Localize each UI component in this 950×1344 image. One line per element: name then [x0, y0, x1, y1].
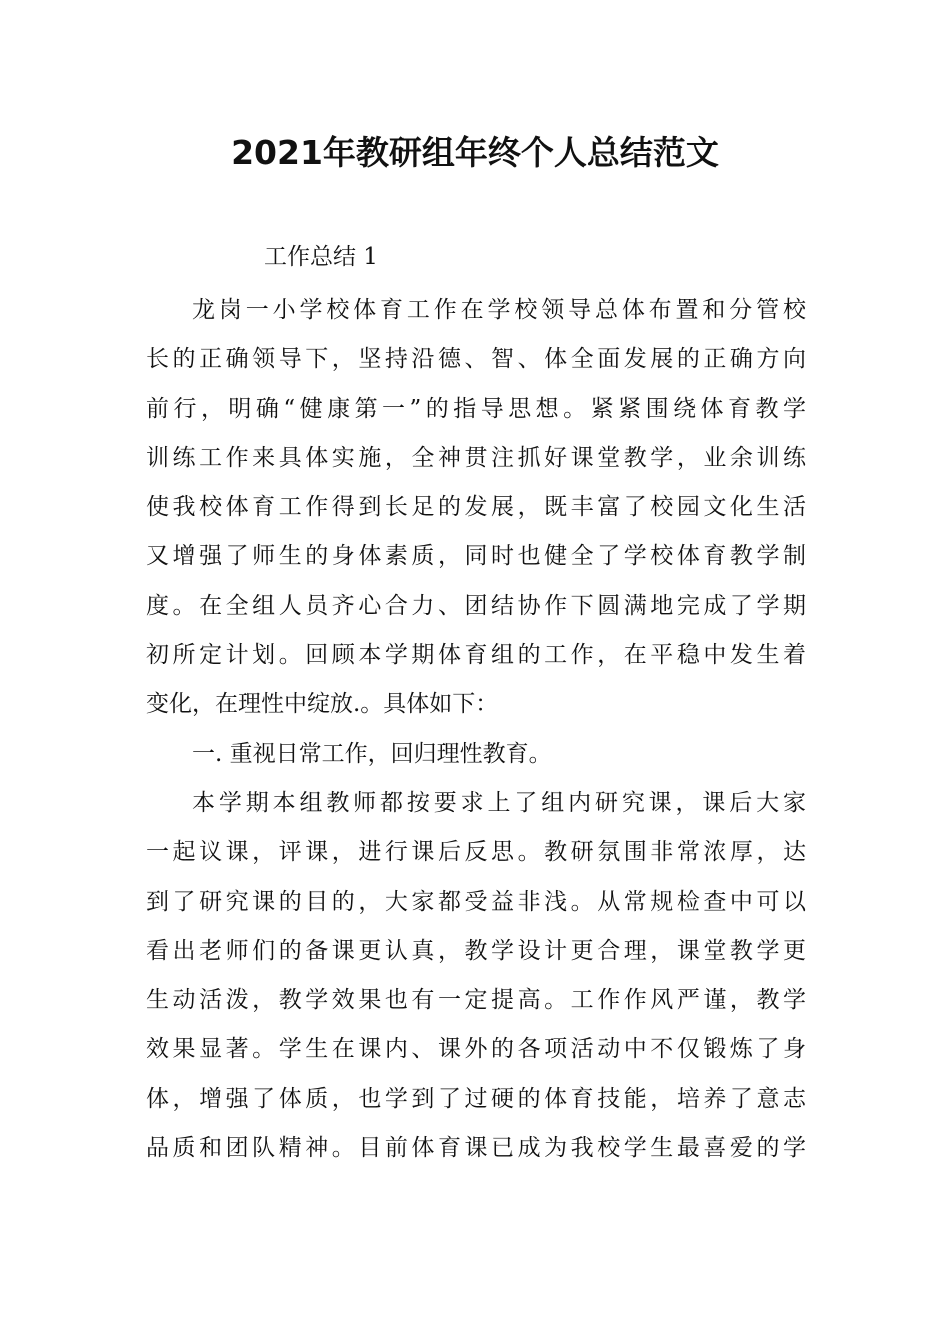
text-line: 生动活泼，教学效果也有一定提高。工作作风严谨，教学: [146, 987, 806, 1014]
text-line: 训练工作来具体实施，全神贯注抓好课堂教学，业余训练: [146, 444, 806, 471]
text-line: 本学期本组教师都按要求上了组内研究课，课后大家: [192, 789, 806, 816]
paragraph-2: [146, 779, 806, 1173]
text-line: 效果显著。学生在课内、课外的各项活动中不仅锻炼了身: [146, 1036, 806, 1063]
text-line: 一起议课，评课，进行课后反思。教研氛围非常浓厚，达: [146, 839, 806, 866]
text-line: 又增强了师生的身体素质，同时也健全了学校体育教学制: [146, 543, 806, 570]
section-heading: 一. 重视日常工作，回归理性教育。: [192, 740, 552, 767]
text-line: 到了研究课的目的，大家都受益非浅。从常规检查中可以: [146, 888, 806, 915]
section-label: 工作总结 1: [264, 244, 378, 270]
text-line: 看出老师们的备课更认真，教学设计更合理，课堂教学更: [146, 937, 806, 964]
text-line: 长的正确领导下，坚持沿德、智、体全面发展的正确方向: [146, 346, 806, 373]
text-line: 变化，在理性中绽放.。具体如下：: [146, 691, 499, 718]
document-body: [146, 236, 806, 1173]
text-line: 前行，明确“健康第一”的指导思想。紧紧围绕体育教学: [146, 395, 806, 422]
text-line: 体，增强了体质，也学到了过硬的体育技能，培养了意志: [146, 1085, 806, 1112]
text-line: 度。在全组人员齐心合力、团结协作下圆满地完成了学期: [146, 592, 806, 619]
text-line: 使我校体育工作得到长足的发展，既丰富了校园文化生活: [146, 494, 806, 521]
paragraph-1: [146, 286, 806, 730]
text-line: 品质和团队精神。目前体育课已成为我校学生最喜爱的学: [146, 1135, 806, 1162]
text-line: 初所定计划。回顾本学期体育组的工作，在平稳中发生着: [146, 642, 806, 669]
document-title: 2021年教研组年终个人总结范文: [231, 133, 719, 172]
text-line: 龙岗一小学校体育工作在学校领导总体布置和分管校: [192, 297, 806, 323]
